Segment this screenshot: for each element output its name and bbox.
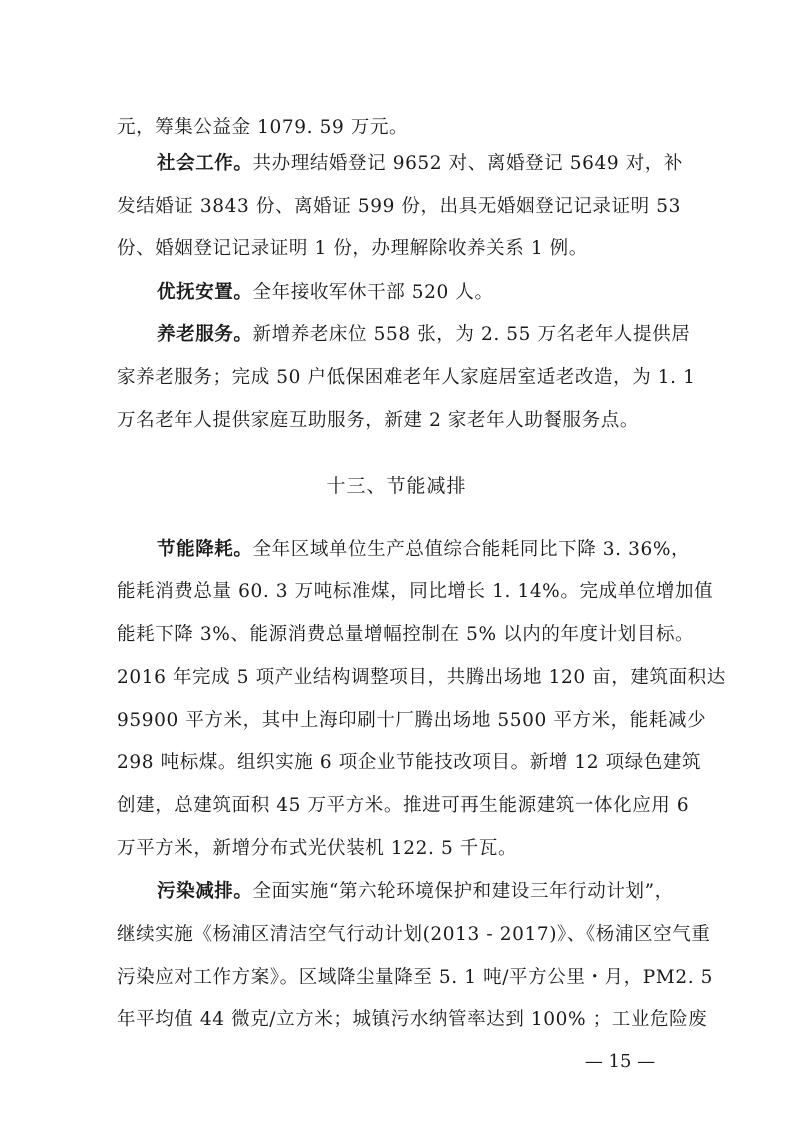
- paragraph-lead: 污染减排。: [157, 881, 253, 902]
- paragraph-lead: 养老服务。: [157, 324, 253, 345]
- paragraph-line: 污染应对工作方案》。区域降尘量降至 5. 1 吨/平方公里・月，PM2. 5: [117, 967, 714, 988]
- paragraph-line: [157, 880, 677, 904]
- paragraph-line: [157, 281, 677, 305]
- paragraph-line: 298 吨标煤。组织实施 6 项企业节能技改项目。新增 12 项绿色建筑: [117, 752, 702, 773]
- paragraph-lead: 节能降耗。: [157, 539, 253, 560]
- paragraph-line: 能耗下降 3%、能源消费总量增幅控制在 5% 以内的年度计划目标。: [117, 624, 695, 645]
- section-heading: 十三、节能减排: [326, 475, 467, 497]
- paragraph-line: [157, 538, 691, 562]
- page-number: — 15 —: [584, 1051, 656, 1072]
- paragraph-lead: 社会工作。: [157, 153, 253, 174]
- paragraph-line: 元，筹集公益金 1079. 59 万元。: [117, 117, 409, 138]
- paragraph-line: 万平方米，新增分布式光伏装机 122. 5 千瓦。: [117, 838, 518, 859]
- paragraph-text: 共办理结婚登记 9652 对、离婚登记 5649 对，补: [252, 153, 684, 174]
- paragraph-line: 发结婚证 3843 份、离婚证 599 份，出具无婚姻登记记录证明 53: [117, 196, 681, 217]
- paragraph-line: 2016 年完成 5 项产业结构调整项目，共腾出场地 120 亩，建筑面积达: [117, 667, 726, 688]
- paragraph-line: [157, 323, 691, 347]
- paragraph-lead: 优抚安置。: [157, 282, 253, 303]
- paragraph-line: 能耗消费总量 60. 3 万吨标准煤，同比增长 1. 14%。完成单位增加值: [117, 581, 714, 602]
- paragraph-line: 继续实施《杨浦区清洁空气行动计划(2013 - 2017)》、《杨浦区空气重: [117, 924, 711, 945]
- paragraph-text: 新增养老床位 558 张，为 2. 55 万名老年人提供居: [252, 324, 691, 345]
- paragraph-text: 全年区域单位生产总值综合能耗同比下降 3. 36%，: [252, 539, 691, 560]
- paragraph-line: 年平均值 44 微克/立方米；城镇污水纳管率达到 100% ；工业危险废: [117, 1009, 708, 1030]
- paragraph-line: 家养老服务；完成 50 户低保困难老年人家庭居室适老改造，为 1. 1: [117, 367, 696, 388]
- paragraph-line: [157, 152, 684, 176]
- paragraph-text: 全面实施“第六轮环境保护和建设三年行动计划”，: [252, 881, 674, 902]
- paragraph-line: 份、婚姻登记记录证明 1 份，办理解除收养关系 1 例。: [117, 238, 588, 259]
- paragraph-line: 95900 平方米，其中上海印刷十厂腾出场地 5500 平方米，能耗减少: [117, 710, 707, 731]
- paragraph-line: 创建，总建筑面积 45 万平方米。推进可再生能源建筑一体化应用 6: [117, 795, 690, 816]
- paragraph-text: 全年接收军休干部 520 人。: [252, 282, 494, 303]
- paragraph-line: 万名老年人提供家庭互助服务，新建 2 家老年人助餐服务点。: [117, 410, 639, 431]
